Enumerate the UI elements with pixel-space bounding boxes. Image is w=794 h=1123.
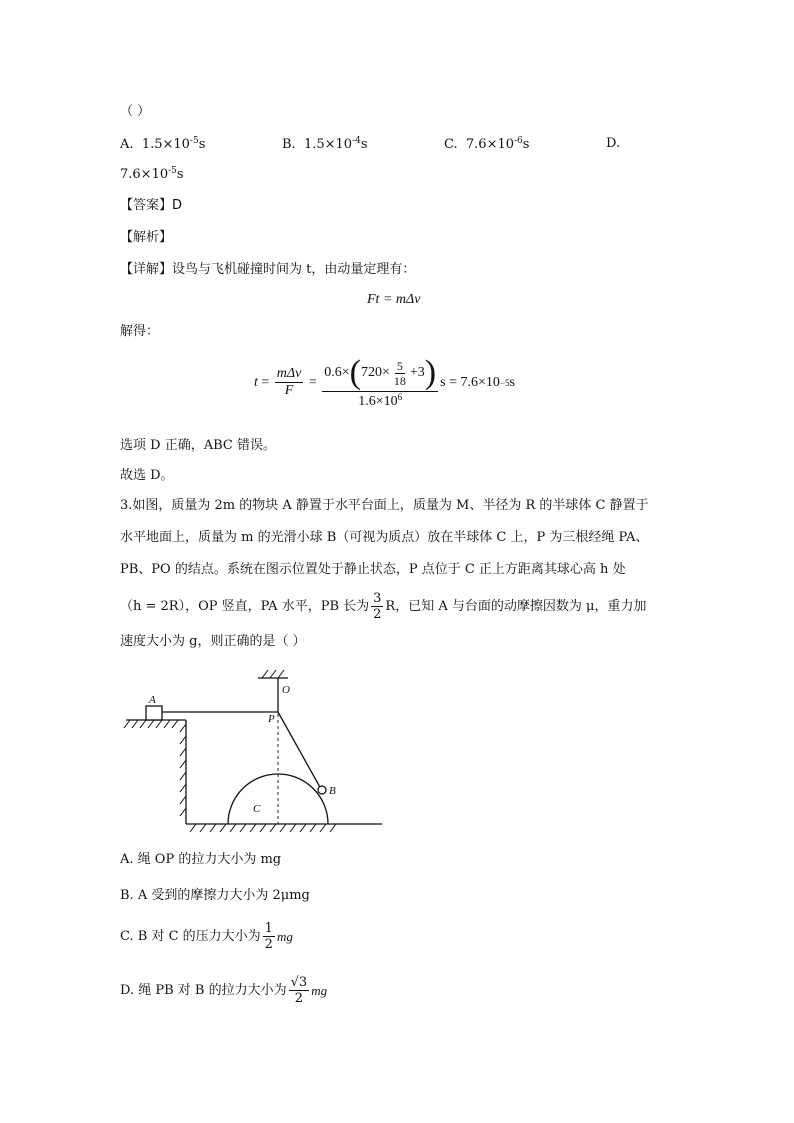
block-a (146, 706, 162, 720)
option-a (120, 136, 205, 152)
q3-stem-line-2: 水平地面上，质量为 m 的光滑小球 B（可视为质点）放在半球体 C 上，P 为三根经绳 PA、 (120, 530, 649, 545)
ball-b (318, 786, 326, 794)
q3-stem-line-3: PB、PO 的结点。系统在图示位置处于静止状态，P 点位于 C 正上方距离其球心高 h 处 (120, 562, 626, 577)
formula-solution: t = $\frac{\text{mΔv}}{F}$ = 0.6× ( 720× $\frac{5}{18}$ +3 ) $1.6\times 10^6$ s = 7.6×10 −5 s (254, 354, 515, 409)
option-d-value: $7.6\times 10^{-5}s$ (120, 166, 184, 182)
option-b (282, 136, 368, 152)
conclusion-line-1: 选项 D 正确，ABC 错误。 (120, 438, 276, 453)
detail-label: 【详解】 (120, 262, 173, 277)
label-o: O (282, 684, 290, 696)
fraction-impulse: $\frac{\text{mΔv}}{F}$ (276, 366, 302, 398)
q3-stem-line-4: （h = 2R），OP 竖直，PA 水平，PB 长为 $\frac{3}{2}$ R，已知 A 与台面的动摩擦因数为 μ，重力加 (120, 591, 647, 622)
option-letter: A. (120, 137, 134, 152)
answer-value: D (172, 198, 183, 213)
q3-option-b: B. A 受到的摩擦力大小为 2μmg (120, 888, 310, 903)
option-letter: B. (282, 137, 296, 152)
q3-option-c: C. B 对 C 的压力大小为 $\frac{1}{2}$ mg (120, 921, 293, 952)
option-letter: C. (444, 137, 458, 152)
solve-label: 解得： (120, 324, 160, 339)
label-a: A (149, 694, 156, 706)
conclusion-line-2: 故选 D。 (120, 468, 174, 483)
formula-momentum: Ft = mΔv (367, 292, 421, 307)
answer-label: 【答案】 (120, 198, 173, 213)
rope-pb (278, 712, 321, 789)
fraction-three-halves: $\frac{3}{2}$ (373, 591, 382, 622)
option-value: $1.5\times 10^{-5}s$ (141, 136, 206, 152)
fraction-numeric: 0.6× ( 720× $\frac{5}{18}$ +3 ) $1.6\times 10^6$ (324, 354, 437, 409)
option-value: $1.5\times 10^{-4}s$ (303, 136, 368, 152)
analysis-label: 【解析】 (120, 230, 173, 245)
q3-option-a: A. 绳 OP 的拉力大小为 mg (120, 852, 282, 867)
label-b: B (329, 785, 336, 797)
option-value: $7.6\times 10^{-6}s$ (465, 136, 530, 152)
q3-stem-line-1: 3.如图，质量为 2m 的物块 A 静置于水平台面上，质量为 M、半径为 R 的半球体 C 静置于 (120, 498, 649, 513)
physics-figure (120, 662, 390, 838)
detail-text: 设鸟与飞机碰撞时间为 t，由动量定理有： (172, 262, 416, 277)
q3-stem-line-5: 速度大小为 g，则正确的是（ ） (120, 634, 306, 649)
detail-line (120, 262, 415, 278)
option-letter: D. (606, 136, 621, 151)
q3-option-d: D. 绳 PB 对 B 的拉力大小为 $\frac{√3}{2}$ mg (120, 975, 328, 1006)
option-c (444, 136, 529, 152)
answer-line (120, 198, 182, 214)
label-p: P (268, 713, 275, 725)
label-c: C (253, 803, 261, 815)
question-paren: （ ） (120, 104, 151, 119)
option-d (606, 136, 620, 151)
